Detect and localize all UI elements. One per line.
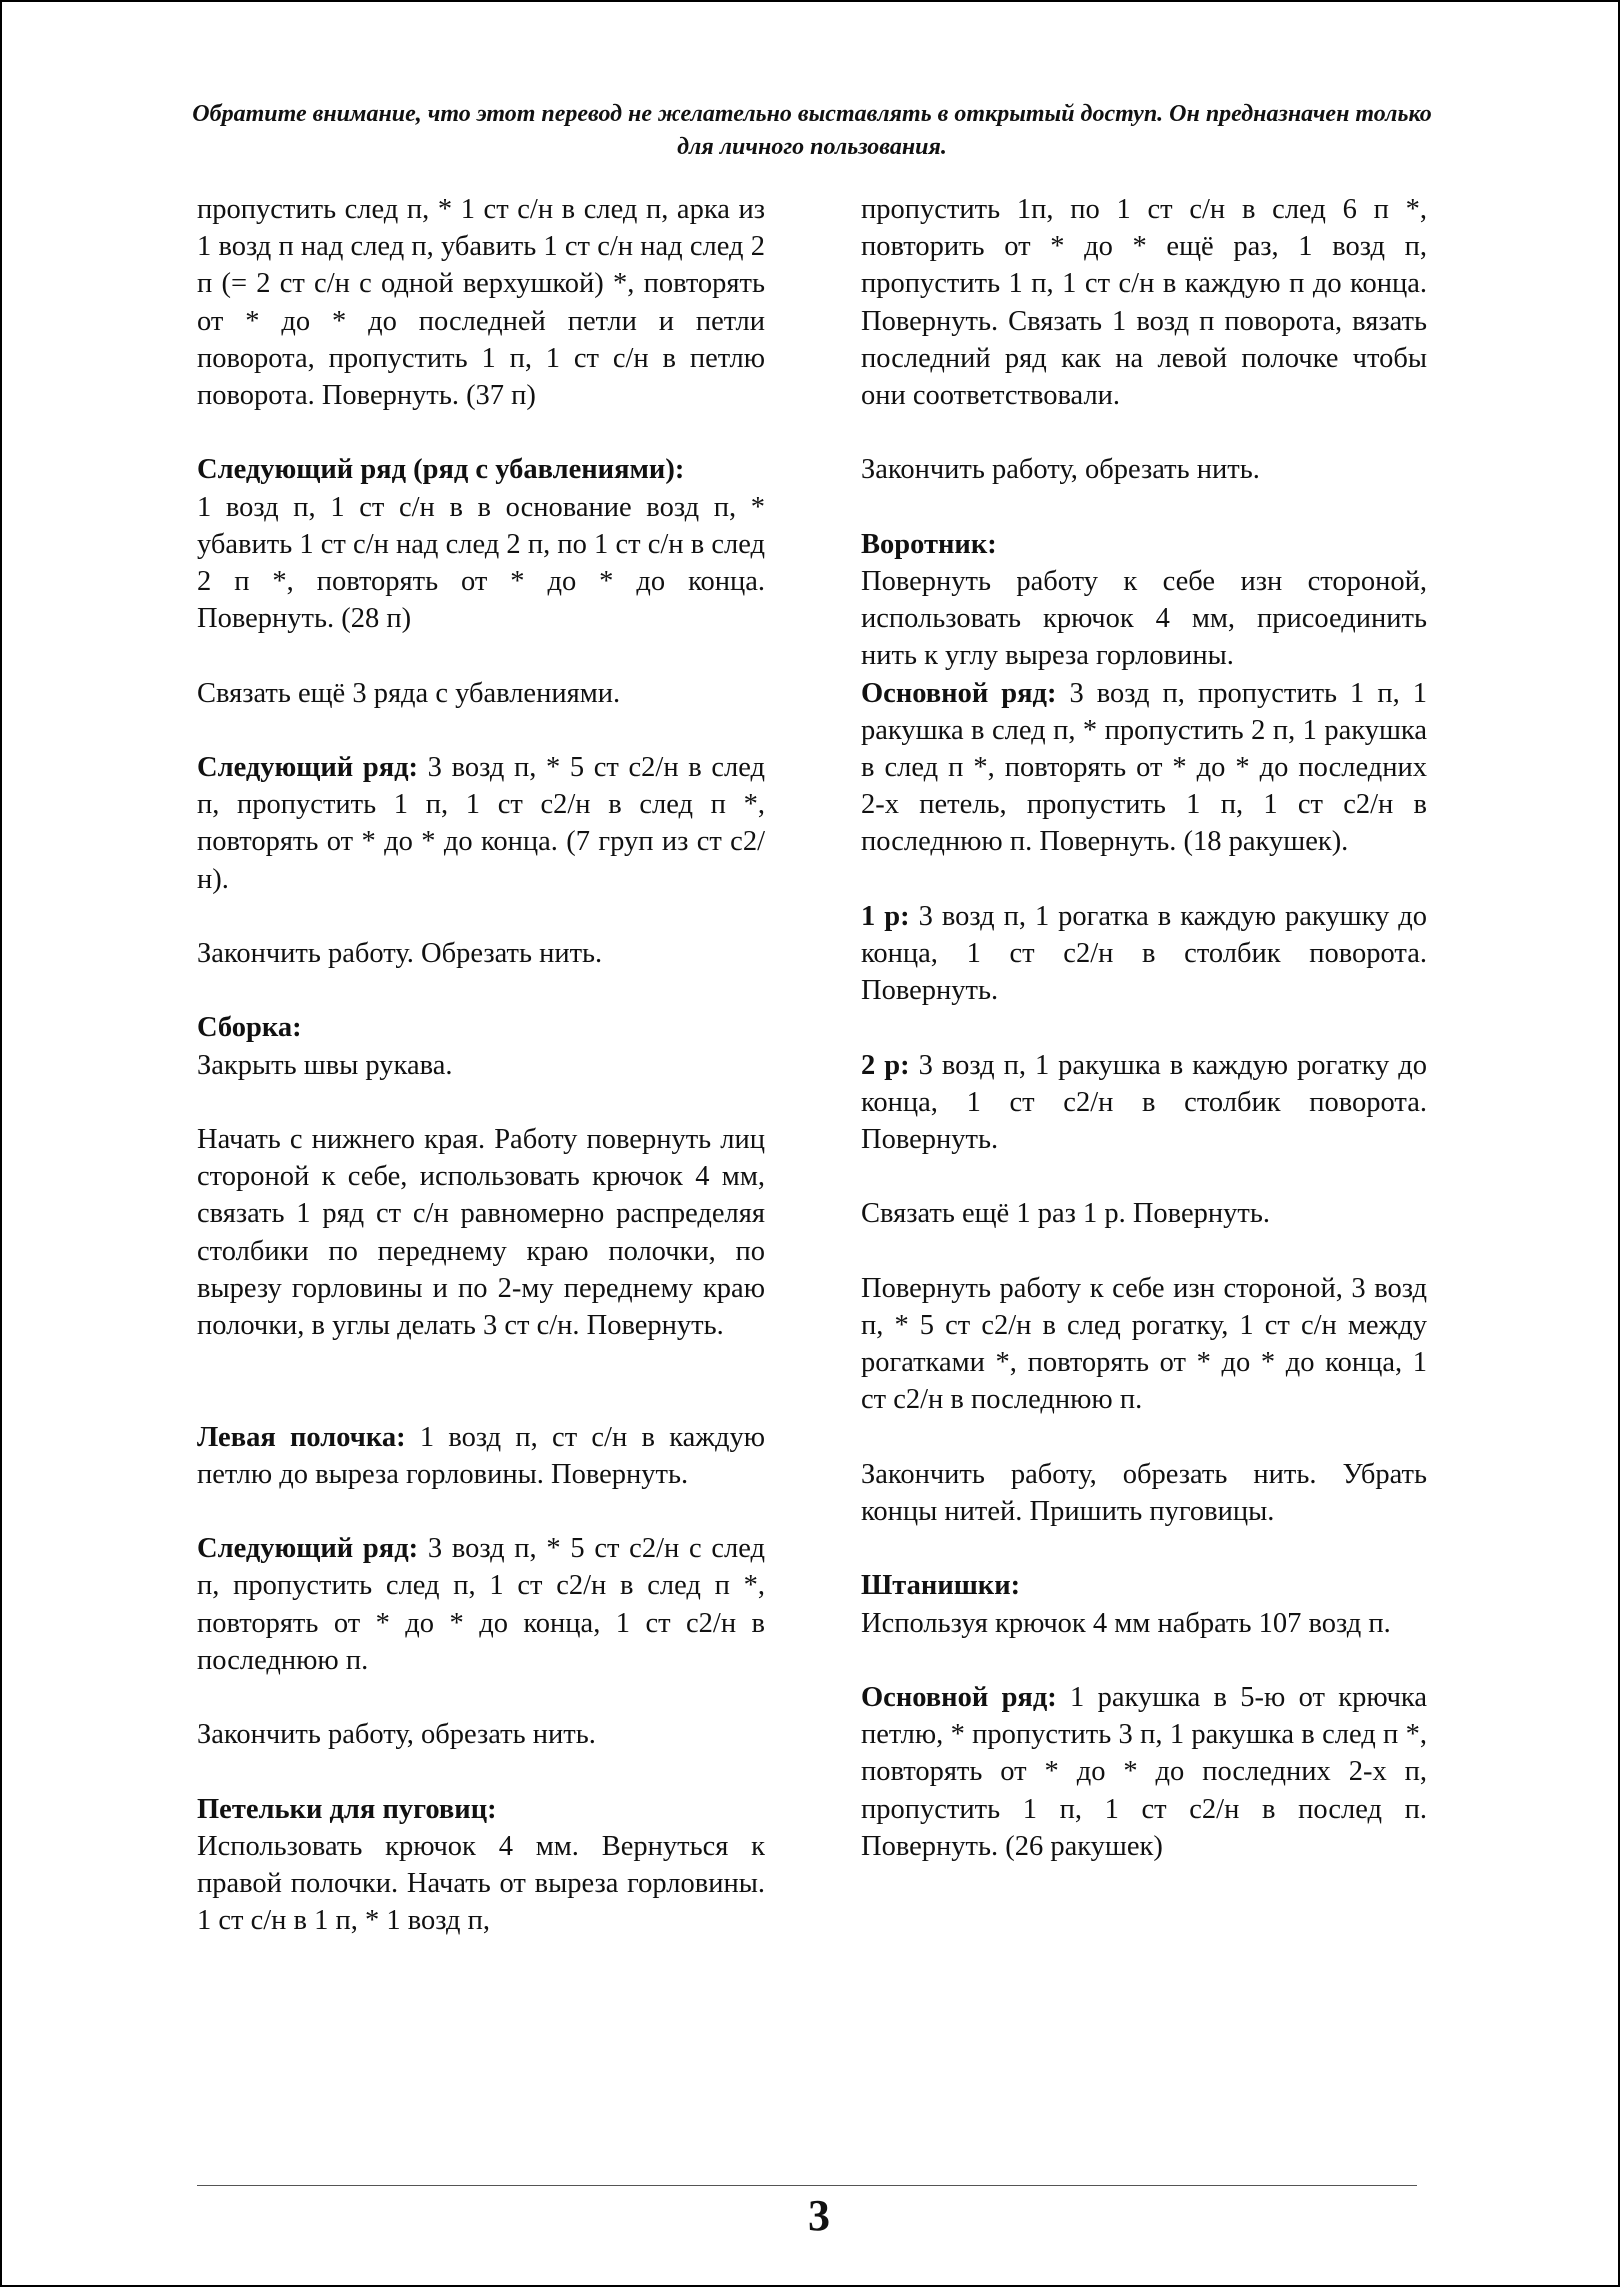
paragraph: [861, 675, 1427, 861]
paragraph-text: Используя крючок 4 мм набрать 107 возд п.: [861, 1607, 1391, 1639]
paragraph-text: 1 ракушка в 5-ю от крючка петлю, * пропустить 3 п, 1 ракушка в след п *, повторять от * до * до последних 2-х п, пропустить 1 п, 1 ст с2/н в послед п. Повернуть. (26 ракушек): [861, 1681, 1427, 1862]
section-heading: Сборка:: [197, 1012, 302, 1044]
paragraph: Закончить работу. Обрезать нить.: [197, 938, 603, 969]
paragraph: Повернуть работу к себе изн стороной, 3 возд п, * 5 ст с2/н в след рогатку, 1 ст с/н между рогатками *, повторять от * до * до конца, 1 ст с2/н в последнюю п.: [861, 1272, 1427, 1416]
paragraph-text: 1 возд п, ст с/н в каждую петлю до выреза горловины. Повернуть.: [197, 1421, 766, 1490]
paragraph: [197, 1419, 765, 1493]
paragraph-text: 3 возд п, 1 ракушка в каждую рогатку до конца, 1 ст с2/н в столбик поворота. Повернуть.: [861, 1049, 1427, 1156]
section-heading: Следующий ряд (ряд с убавлениями):: [197, 454, 685, 486]
paragraph: [197, 749, 765, 898]
paragraph-text: Закрыть швы рукава.: [197, 1049, 453, 1081]
footer-divider: [197, 2185, 1417, 2186]
inline-heading: 2 р:: [861, 1049, 910, 1081]
section-heading: Штанишки:: [861, 1570, 1021, 1602]
paragraph: Начать с нижнего края. Работу повернуть лиц стороной к себе, использовать крючок 4 мм, связать 1 ряд ст с/н равномерно распределяя столбики по переднему краю полочки, по вырезу горловины и по 2-му переднему краю полочки, в углы делать 3 ст с/н. Повернуть.: [197, 1123, 765, 1341]
inline-heading: Основной ряд:: [861, 677, 1057, 709]
paragraph-text: Использовать крючок 4 мм. Вернуться к правой полочки. Начать от выреза горловины. 1 ст с/н в 1 п, * 1 возд п,: [197, 1830, 765, 1937]
paragraph: [861, 1567, 1427, 1641]
paragraph-text: 3 возд п, 1 рогатка в каждую ракушку до конца, 1 ст с2/н в столбик поворота. Повернуть.: [861, 900, 1427, 1007]
paragraph-text: 3 возд п, * 5 ст с2/н в след п, пропустить 1 п, 1 ст с2/н в след п *, повторять от * до * до конца. (7 груп из ст с2/н).: [197, 752, 765, 895]
paragraph: Закончить работу, обрезать нить.: [197, 1719, 596, 1751]
inline-heading: Левая полочка:: [197, 1421, 406, 1453]
translation-notice: Обратите внимание, что этот перевод не желательно выставлять в открытый доступ. Он предназначен только для личного пользования.: [192, 101, 1432, 160]
paragraph: [197, 1791, 765, 1940]
paragraph-text: Повернуть работу к себе изн стороной, использовать крючок 4 мм, присоединить нить к углу выреза горловины.: [861, 566, 1427, 672]
paragraph: [861, 526, 1427, 675]
paragraph: Связать ещё 1 раз 1 р. Повернуть.: [861, 1198, 1270, 1230]
section-heading: Воротник:: [861, 528, 997, 560]
paragraph: Закончить работу, обрезать нить.: [861, 454, 1260, 486]
inline-heading: Следующий ряд:: [197, 1533, 419, 1565]
page-number: 3: [808, 2191, 830, 2240]
paragraph: [861, 1679, 1427, 1865]
paragraph: Связать ещё 3 ряда с убавлениями.: [197, 677, 621, 709]
paragraph-text: 3 возд п, пропустить 1 п, 1 ракушка в след п, * пропустить 2 п, 1 ракушка в след п *, повторять от * до * до последних 2-х петель, пропустить 1 п, 1 ст с2/н в последнюю п. Повернуть. (18 ракушек).: [861, 677, 1427, 858]
inline-heading: Основной ряд:: [861, 1681, 1057, 1713]
paragraph-text: 1 возд п, 1 ст с/н в в основание возд п, * убавить 1 ст с/н над след 2 п, по 1 ст с/н в след 2 п *, повторять от * до * до конца. Повернуть. (28 п): [197, 491, 765, 635]
paragraph-text: 3 возд п, * 5 ст с2/н с след п, пропустить след п, 1 ст с2/н в след п *, повторять от * до * до конца, 1 ст с2/н в последнюю п.: [197, 1533, 766, 1676]
right-column: [861, 191, 1427, 1865]
paragraph: Закончить работу, обрезать нить. Убрать концы нитей. Пришить пуговицы.: [861, 1458, 1427, 1527]
paragraph: пропустить 1п, по 1 ст с/н в след 6 п *, повторить от * до * ещё раз, 1 возд п, пропустить 1 п, 1 ст с/н в каждую п до конца. Повернуть. Связать 1 возд п поворота, вязать последний ряд как на левой полочке чтобы они соответствовали.: [861, 194, 1427, 412]
paragraph: [197, 451, 765, 637]
inline-heading: 1 р:: [861, 900, 910, 932]
inline-heading: Следующий ряд:: [197, 752, 419, 783]
section-heading: Петельки для пуговиц:: [197, 1793, 497, 1825]
paragraph: [861, 1047, 1427, 1159]
paragraph: пропустить след п, * 1 ст с/н в след п, арка из 1 возд п над след п, убавить 1 ст с/н над след 2 п (= 2 ст с/н с одной верхушкой) *, повторять от * до * до последней петли и петли поворота, пропустить 1 п, 1 ст с/н в петлю поворота. Повернуть. (37 п): [197, 194, 765, 412]
paragraph: [861, 898, 1427, 1010]
left-column: [197, 191, 765, 1939]
paragraph: [197, 1009, 765, 1083]
paragraph: [197, 1530, 765, 1679]
